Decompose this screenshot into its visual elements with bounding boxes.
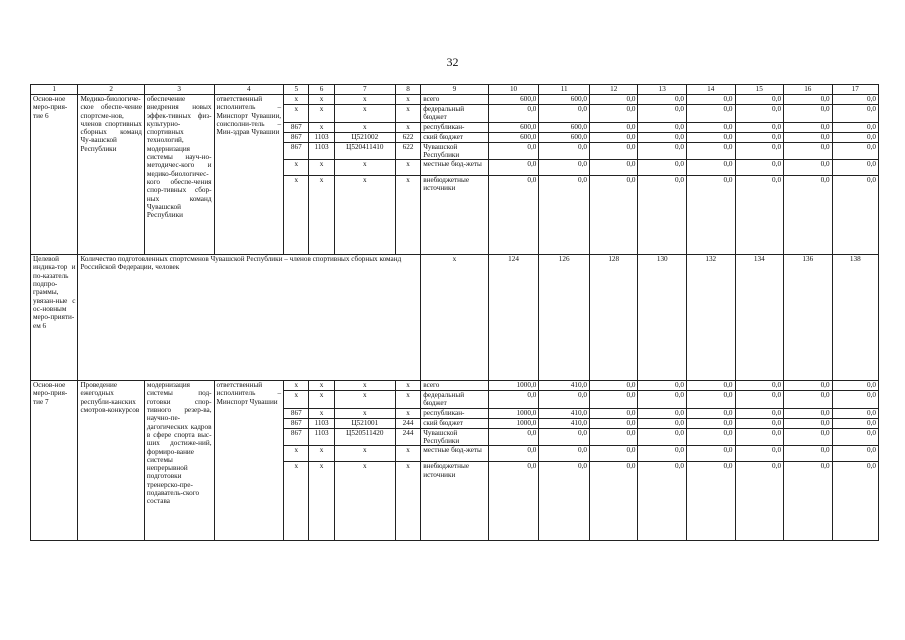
header-cell: 10 bbox=[488, 85, 539, 95]
amount-cell: 0,0 bbox=[687, 142, 736, 160]
code-article-cell: x bbox=[334, 462, 395, 541]
amount-cell: 0,0 bbox=[638, 142, 687, 160]
amount-cell: 600,0 bbox=[488, 122, 539, 132]
amount-cell: 0,0 bbox=[638, 418, 687, 428]
amount-cell: 0,0 bbox=[784, 428, 833, 446]
code-expense-cell: x bbox=[395, 95, 420, 105]
amount-cell: 0,0 bbox=[589, 381, 638, 391]
amount-cell: 0,0 bbox=[832, 142, 878, 160]
amount-cell: 0,0 bbox=[784, 446, 833, 462]
amount-cell: 600,0 bbox=[539, 132, 590, 142]
header-cell: 2 bbox=[78, 85, 144, 95]
code-grbs-cell: x bbox=[284, 105, 309, 123]
funding-source-cell: ский бюджет bbox=[421, 418, 489, 428]
header-cell: 12 bbox=[589, 85, 638, 95]
indicator-value-cell: 138 bbox=[832, 255, 878, 381]
code-section-cell: x bbox=[309, 122, 334, 132]
amount-cell: 0,0 bbox=[589, 391, 638, 409]
code-grbs-cell: 867 bbox=[284, 408, 309, 418]
amount-cell: 1000,0 bbox=[488, 408, 539, 418]
amount-cell: 0,0 bbox=[638, 160, 687, 176]
program-table bbox=[30, 84, 879, 541]
amount-cell: 0,0 bbox=[784, 132, 833, 142]
amount-cell: 0,0 bbox=[687, 122, 736, 132]
indicator-text-cell: Количество подготовленных спортсменов Чувашской Республики – членов спортивных сборных команд Российской Федерации, человек bbox=[78, 255, 421, 381]
amount-cell: 0,0 bbox=[687, 446, 736, 462]
event-title-cell: Проведение ежегодных республи-канских смотров-конкурсов bbox=[78, 381, 144, 541]
code-section-cell: x bbox=[309, 160, 334, 176]
amount-cell: 0,0 bbox=[589, 176, 638, 255]
funding-source-cell: Чувашской Республики bbox=[421, 142, 489, 160]
amount-cell: 0,0 bbox=[488, 391, 539, 409]
amount-cell: 410,0 bbox=[539, 408, 590, 418]
header-cell: 4 bbox=[214, 85, 284, 95]
amount-cell: 0,0 bbox=[539, 160, 590, 176]
funding-source-cell: внебюджетные источники bbox=[421, 462, 489, 541]
amount-cell: 0,0 bbox=[832, 176, 878, 255]
amount-cell: 0,0 bbox=[687, 176, 736, 255]
code-expense-cell: 622 bbox=[395, 142, 420, 160]
header-cell: 6 bbox=[309, 85, 334, 95]
code-expense-cell: x bbox=[395, 160, 420, 176]
header-cell: 3 bbox=[144, 85, 214, 95]
table-row bbox=[31, 381, 879, 391]
amount-cell: 0,0 bbox=[687, 160, 736, 176]
table-row bbox=[31, 95, 879, 105]
amount-cell: 0,0 bbox=[488, 160, 539, 176]
code-section-cell: x bbox=[309, 176, 334, 255]
funding-source-cell: внебюджетные источники bbox=[421, 176, 489, 255]
funding-source-cell: республикан- bbox=[421, 408, 489, 418]
amount-cell: 0,0 bbox=[784, 95, 833, 105]
indicator-value-cell: 134 bbox=[735, 255, 784, 381]
amount-cell: 0,0 bbox=[832, 122, 878, 132]
header-cell: 8 bbox=[395, 85, 420, 95]
amount-cell: 0,0 bbox=[638, 95, 687, 105]
amount-cell: 0,0 bbox=[589, 446, 638, 462]
code-article-cell: x bbox=[334, 95, 395, 105]
event-goal-cell: обеспечение внедрения новых эффек-тивных физ-культурно-спортивных технологий, модернизация системы науч-но-методичес-кого и медико-биологичес-кого обеспе-чения спор-тивных сбор-ных команд Чувашской Республики bbox=[144, 95, 214, 255]
amount-cell: 0,0 bbox=[687, 418, 736, 428]
amount-cell: 0,0 bbox=[638, 408, 687, 418]
amount-cell: 0,0 bbox=[735, 95, 784, 105]
code-expense-cell: x bbox=[395, 176, 420, 255]
code-section-cell: x bbox=[309, 462, 334, 541]
code-section-cell: 1103 bbox=[309, 132, 334, 142]
amount-cell: 0,0 bbox=[539, 446, 590, 462]
amount-cell: 0,0 bbox=[832, 132, 878, 142]
amount-cell: 0,0 bbox=[589, 132, 638, 142]
event-name-cell: Основ-ное меро-прия-тие 7 bbox=[31, 381, 78, 541]
amount-cell: 0,0 bbox=[589, 408, 638, 418]
page-number: 32 bbox=[446, 55, 459, 69]
amount-cell: 0,0 bbox=[589, 428, 638, 446]
amount-cell: 0,0 bbox=[687, 105, 736, 123]
amount-cell: 0,0 bbox=[488, 446, 539, 462]
amount-cell: 0,0 bbox=[589, 105, 638, 123]
amount-cell: 0,0 bbox=[735, 446, 784, 462]
amount-cell: 0,0 bbox=[539, 176, 590, 255]
amount-cell: 0,0 bbox=[589, 160, 638, 176]
indicator-value-cell: 130 bbox=[638, 255, 687, 381]
amount-cell: 0,0 bbox=[589, 418, 638, 428]
amount-cell: 0,0 bbox=[832, 95, 878, 105]
header-cell: 1 bbox=[31, 85, 78, 95]
indicator-value-cell: 132 bbox=[687, 255, 736, 381]
amount-cell: 0,0 bbox=[784, 160, 833, 176]
amount-cell: 0,0 bbox=[589, 462, 638, 541]
funding-source-cell: местные бюд-жеты bbox=[421, 160, 489, 176]
amount-cell: 0,0 bbox=[687, 391, 736, 409]
code-grbs-cell: x bbox=[284, 446, 309, 462]
code-section-cell: 1103 bbox=[309, 142, 334, 160]
amount-cell: 0,0 bbox=[488, 462, 539, 541]
amount-cell: 0,0 bbox=[638, 381, 687, 391]
code-section-cell: x bbox=[309, 391, 334, 409]
code-grbs-cell: x bbox=[284, 176, 309, 255]
code-expense-cell: x bbox=[395, 408, 420, 418]
amount-cell: 600,0 bbox=[539, 122, 590, 132]
header-cell: 5 bbox=[284, 85, 309, 95]
indicator-mark-cell: x bbox=[421, 255, 489, 381]
amount-cell: 0,0 bbox=[638, 428, 687, 446]
code-section-cell: x bbox=[309, 381, 334, 391]
amount-cell: 0,0 bbox=[735, 122, 784, 132]
funding-source-cell: федеральный бюджет bbox=[421, 105, 489, 123]
code-article-cell: x bbox=[334, 381, 395, 391]
funding-source-cell: федеральный бюджет bbox=[421, 391, 489, 409]
amount-cell: 0,0 bbox=[832, 428, 878, 446]
amount-cell: 0,0 bbox=[832, 418, 878, 428]
code-expense-cell: x bbox=[395, 462, 420, 541]
amount-cell: 0,0 bbox=[638, 122, 687, 132]
code-section-cell: 1103 bbox=[309, 428, 334, 446]
amount-cell: 0,0 bbox=[539, 391, 590, 409]
amount-cell: 0,0 bbox=[687, 132, 736, 142]
event-name-cell: Основ-ное меро-прия-тие 6 bbox=[31, 95, 78, 255]
amount-cell: 0,0 bbox=[687, 462, 736, 541]
header-cell: 17 bbox=[832, 85, 878, 95]
code-expense-cell: x bbox=[395, 391, 420, 409]
amount-cell: 0,0 bbox=[832, 381, 878, 391]
amount-cell: 0,0 bbox=[784, 142, 833, 160]
amount-cell: 0,0 bbox=[735, 462, 784, 541]
funding-source-cell: всего bbox=[421, 95, 489, 105]
funding-source-cell: местные бюд-жеты bbox=[421, 446, 489, 462]
indicator-value-cell: 126 bbox=[539, 255, 590, 381]
code-expense-cell: 244 bbox=[395, 418, 420, 428]
amount-cell: 0,0 bbox=[735, 428, 784, 446]
amount-cell: 0,0 bbox=[784, 105, 833, 123]
code-article-cell: x bbox=[334, 446, 395, 462]
code-article-cell: x bbox=[334, 408, 395, 418]
amount-cell: 0,0 bbox=[735, 381, 784, 391]
amount-cell: 0,0 bbox=[784, 408, 833, 418]
code-grbs-cell: 867 bbox=[284, 142, 309, 160]
code-grbs-cell: x bbox=[284, 160, 309, 176]
amount-cell: 0,0 bbox=[638, 132, 687, 142]
amount-cell: 0,0 bbox=[687, 428, 736, 446]
amount-cell: 410,0 bbox=[539, 418, 590, 428]
amount-cell: 0,0 bbox=[735, 105, 784, 123]
header-cell: 13 bbox=[638, 85, 687, 95]
amount-cell: 0,0 bbox=[735, 408, 784, 418]
code-grbs-cell: 867 bbox=[284, 428, 309, 446]
amount-cell: 0,0 bbox=[539, 105, 590, 123]
amount-cell: 0,0 bbox=[832, 446, 878, 462]
code-article-cell: Ц521001 bbox=[334, 418, 395, 428]
code-expense-cell: x bbox=[395, 446, 420, 462]
amount-cell: 600,0 bbox=[539, 95, 590, 105]
event-goal-cell: модернизация системы под-готовки спор-тивного резер-ва, научно-пе-дагогических кадров в сфере спорта выс-ших достиже-ний, формиро-вание системы непрерывной подготовки тренерско-пре-подаватель-ского состава bbox=[144, 381, 214, 541]
amount-cell: 0,0 bbox=[488, 105, 539, 123]
code-section-cell: x bbox=[309, 408, 334, 418]
amount-cell: 1000,0 bbox=[488, 418, 539, 428]
amount-cell: 0,0 bbox=[784, 391, 833, 409]
amount-cell: 0,0 bbox=[784, 122, 833, 132]
amount-cell: 600,0 bbox=[488, 95, 539, 105]
amount-cell: 0,0 bbox=[735, 142, 784, 160]
amount-cell: 0,0 bbox=[488, 428, 539, 446]
amount-cell: 0,0 bbox=[735, 391, 784, 409]
amount-cell: 0,0 bbox=[832, 105, 878, 123]
header-row bbox=[31, 85, 879, 95]
code-grbs-cell: x bbox=[284, 462, 309, 541]
code-article-cell: x bbox=[334, 160, 395, 176]
code-article-cell: x bbox=[334, 122, 395, 132]
code-article-cell: x bbox=[334, 105, 395, 123]
amount-cell: 0,0 bbox=[832, 160, 878, 176]
header-cell: 14 bbox=[687, 85, 736, 95]
code-expense-cell: x bbox=[395, 122, 420, 132]
amount-cell: 0,0 bbox=[638, 105, 687, 123]
code-section-cell: 1103 bbox=[309, 418, 334, 428]
amount-cell: 0,0 bbox=[832, 391, 878, 409]
header-cell: 15 bbox=[735, 85, 784, 95]
amount-cell: 0,0 bbox=[784, 418, 833, 428]
amount-cell: 0,0 bbox=[735, 418, 784, 428]
event-executor-cell: ответственный исполнитель – Минспорт Чувашии, соисполни-тель – Мин-здрав Чувашии bbox=[214, 95, 284, 255]
indicator-value-cell: 124 bbox=[488, 255, 539, 381]
amount-cell: 0,0 bbox=[832, 408, 878, 418]
amount-cell: 0,0 bbox=[687, 95, 736, 105]
header-cell: 11 bbox=[539, 85, 590, 95]
code-grbs-cell: x bbox=[284, 381, 309, 391]
code-grbs-cell: x bbox=[284, 95, 309, 105]
indicator-label-cell: Целевой индика-тор и по-казатель подпро-граммы, увязан-ные с ос-новным меро-прияти-ем 6 bbox=[31, 255, 78, 381]
code-article-cell: Ц521002 bbox=[334, 132, 395, 142]
amount-cell: 0,0 bbox=[539, 428, 590, 446]
amount-cell: 0,0 bbox=[488, 142, 539, 160]
amount-cell: 410,0 bbox=[539, 381, 590, 391]
funding-source-cell: всего bbox=[421, 381, 489, 391]
indicator-value-cell: 128 bbox=[589, 255, 638, 381]
amount-cell: 0,0 bbox=[735, 160, 784, 176]
amount-cell: 0,0 bbox=[832, 462, 878, 541]
event-executor-cell: ответственный исполнитель – Минспорт Чувашии bbox=[214, 381, 284, 541]
amount-cell: 600,0 bbox=[488, 132, 539, 142]
code-section-cell: x bbox=[309, 446, 334, 462]
header-cell: 7 bbox=[334, 85, 395, 95]
amount-cell: 0,0 bbox=[539, 142, 590, 160]
code-article-cell: Ц520411410 bbox=[334, 142, 395, 160]
amount-cell: 0,0 bbox=[638, 462, 687, 541]
code-grbs-cell: 867 bbox=[284, 132, 309, 142]
amount-cell: 0,0 bbox=[638, 176, 687, 255]
amount-cell: 0,0 bbox=[539, 462, 590, 541]
amount-cell: 0,0 bbox=[589, 95, 638, 105]
header-cell: 9 bbox=[421, 85, 489, 95]
amount-cell: 0,0 bbox=[687, 381, 736, 391]
code-article-cell: Ц520511420 bbox=[334, 428, 395, 446]
code-expense-cell: 244 bbox=[395, 428, 420, 446]
code-grbs-cell: x bbox=[284, 391, 309, 409]
code-section-cell: x bbox=[309, 95, 334, 105]
funding-source-cell: Чувашской Республики bbox=[421, 428, 489, 446]
code-grbs-cell: 867 bbox=[284, 122, 309, 132]
indicator-value-cell: 136 bbox=[784, 255, 833, 381]
amount-cell: 0,0 bbox=[784, 176, 833, 255]
code-grbs-cell: 867 bbox=[284, 418, 309, 428]
header-cell: 16 bbox=[784, 85, 833, 95]
amount-cell: 0,0 bbox=[687, 408, 736, 418]
code-article-cell: x bbox=[334, 391, 395, 409]
code-expense-cell: 622 bbox=[395, 132, 420, 142]
amount-cell: 0,0 bbox=[735, 132, 784, 142]
event-title-cell: Медико-биологиче-ское обеспе-чение спортсме-нов, членов спортивных сборных команд Чу-вашской Республики bbox=[78, 95, 144, 255]
amount-cell: 0,0 bbox=[784, 462, 833, 541]
code-section-cell: x bbox=[309, 105, 334, 123]
funding-source-cell: ский бюджет bbox=[421, 132, 489, 142]
amount-cell: 1000,0 bbox=[488, 381, 539, 391]
amount-cell: 0,0 bbox=[784, 381, 833, 391]
indicator-row bbox=[31, 255, 879, 381]
amount-cell: 0,0 bbox=[638, 391, 687, 409]
amount-cell: 0,0 bbox=[589, 122, 638, 132]
funding-source-cell: республикан- bbox=[421, 122, 489, 132]
code-article-cell: x bbox=[334, 176, 395, 255]
code-expense-cell: x bbox=[395, 381, 420, 391]
code-expense-cell: x bbox=[395, 105, 420, 123]
amount-cell: 0,0 bbox=[488, 176, 539, 255]
amount-cell: 0,0 bbox=[589, 142, 638, 160]
amount-cell: 0,0 bbox=[638, 446, 687, 462]
amount-cell: 0,0 bbox=[735, 176, 784, 255]
